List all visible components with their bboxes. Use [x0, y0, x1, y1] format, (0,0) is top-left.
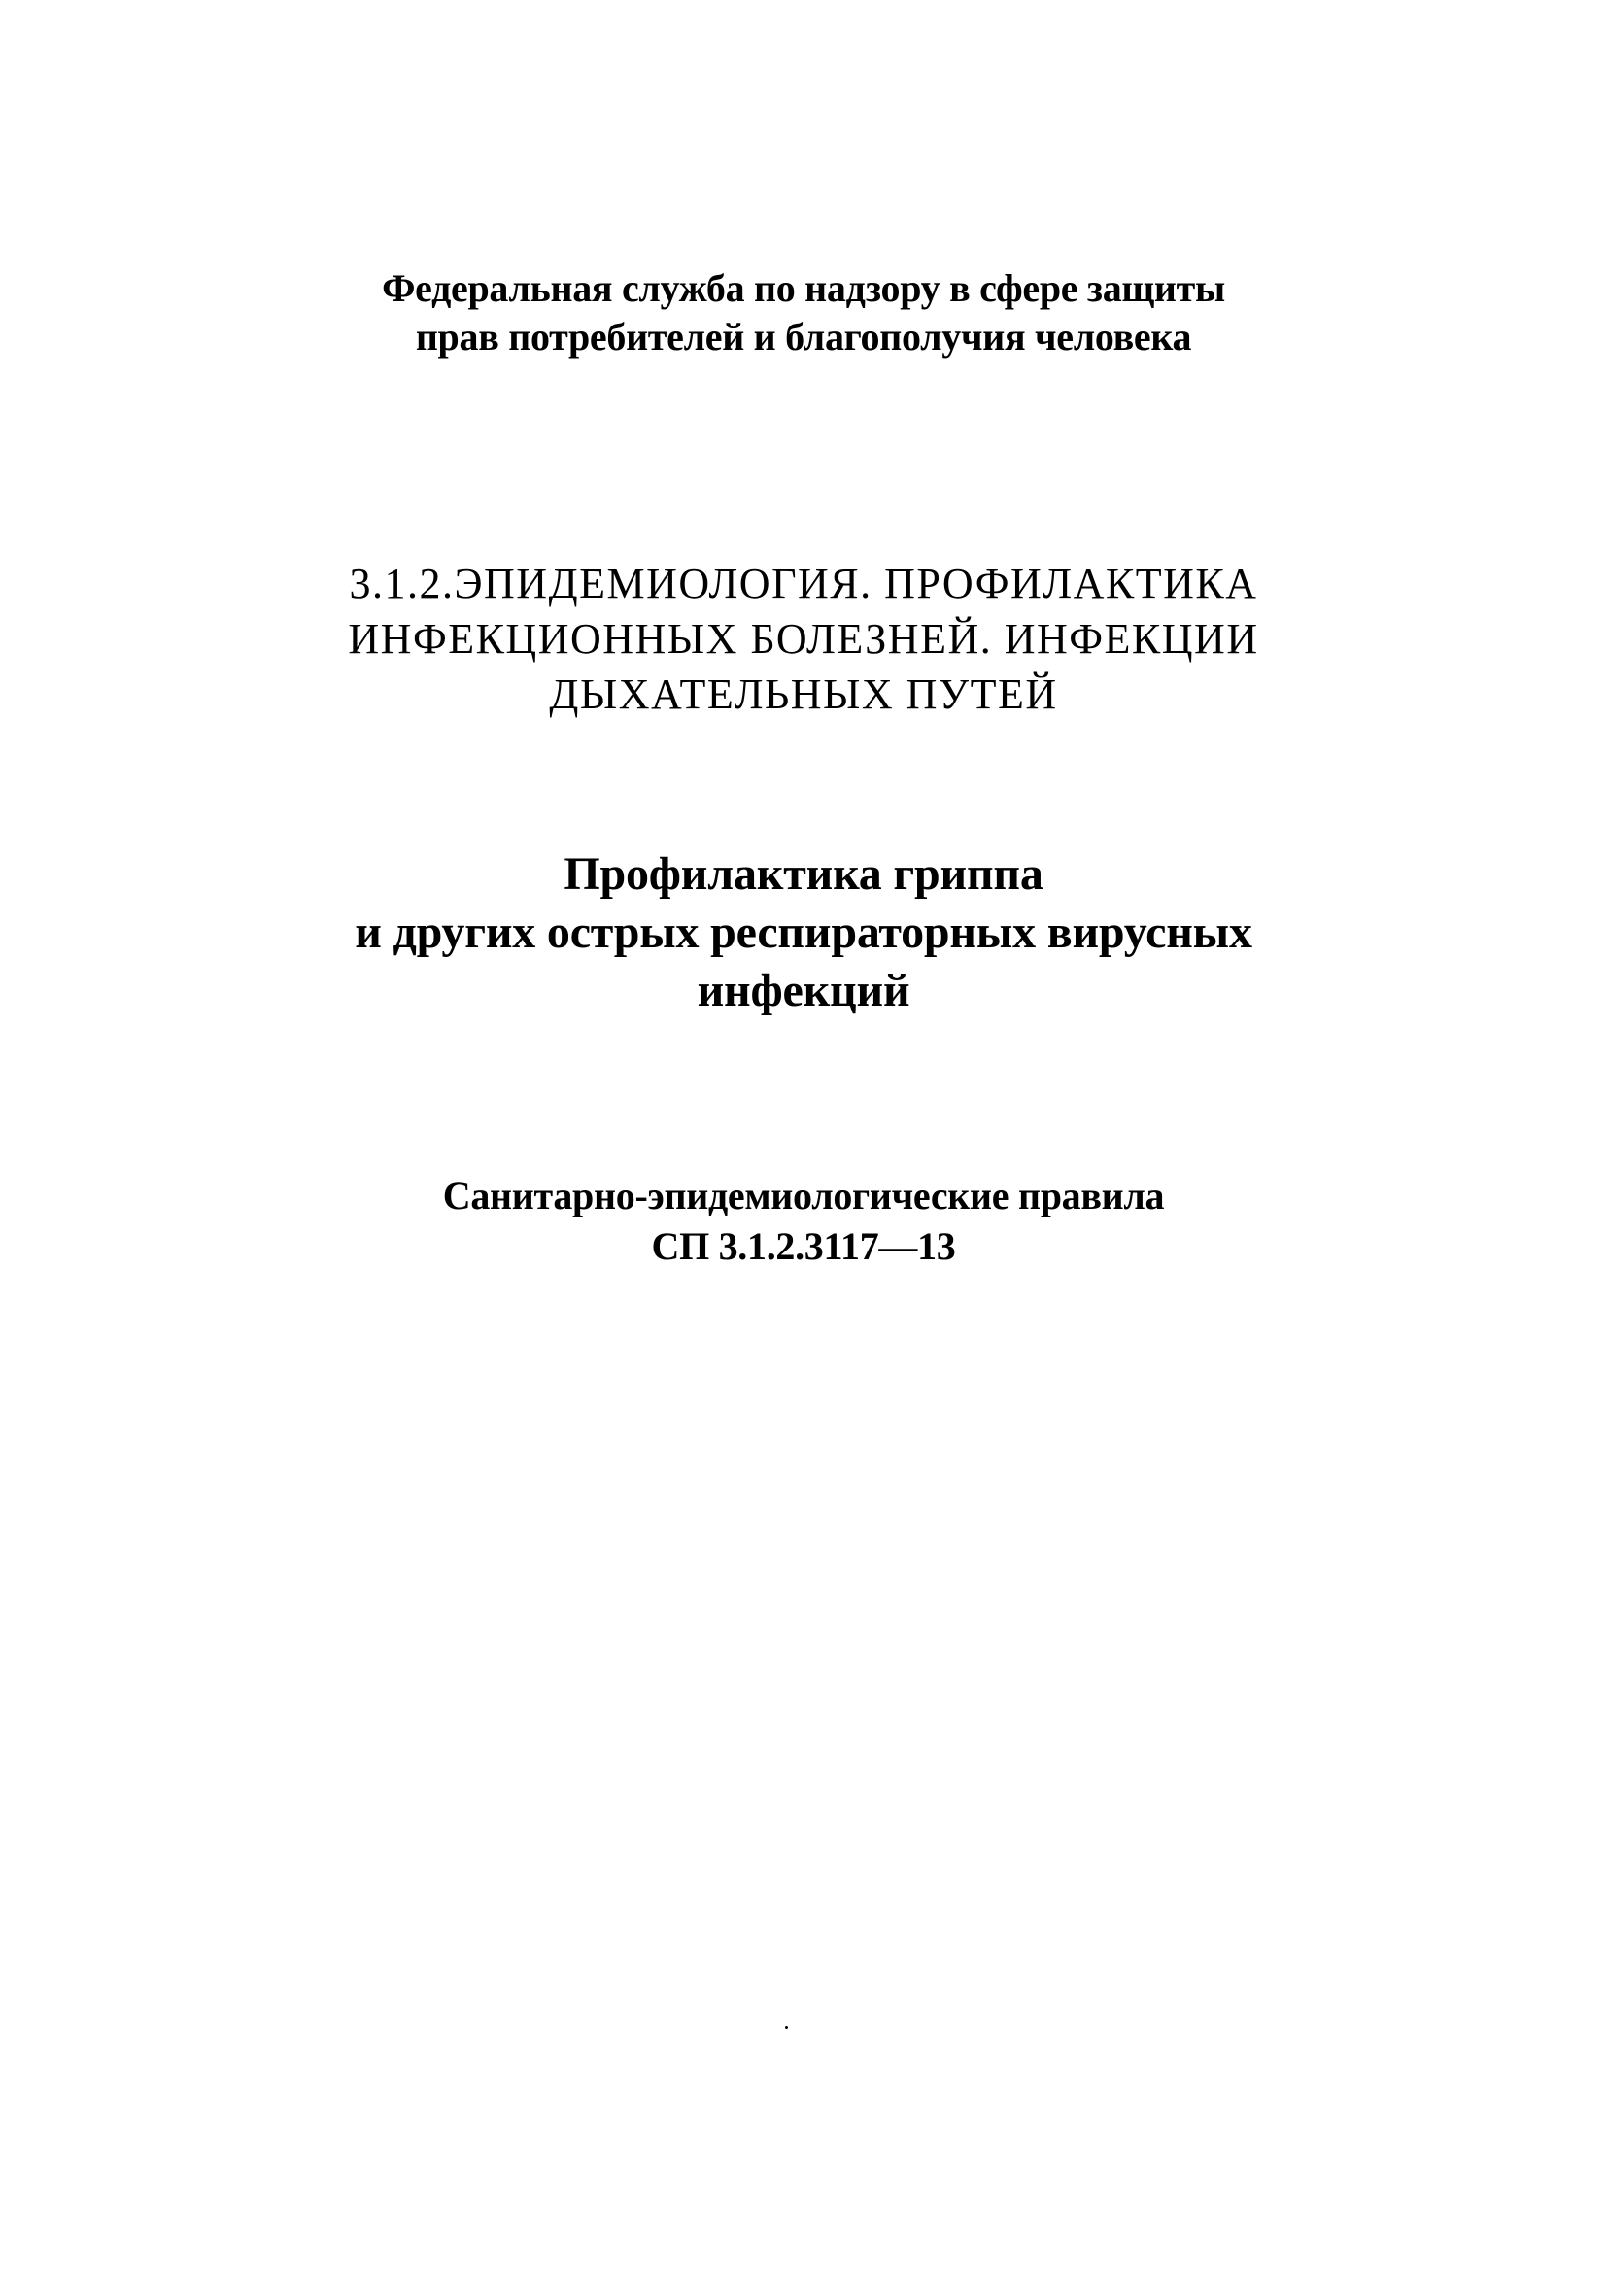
section-line-2: ИНФЕКЦИОННЫХ БОЛЕЗНЕЙ. ИНФЕКЦИИ: [348, 615, 1259, 663]
section-heading: [0, 556, 1607, 722]
section-line-3: ДЫХАТЕЛЬНЫХ ПУТЕЙ: [549, 670, 1058, 718]
agency-line-1: Федеральная служба по надзору в сфере защиты: [382, 266, 1225, 310]
document-title: [0, 845, 1607, 1020]
section-line-1: 3.1.2.ЭПИДЕМИОЛОГИЯ. ПРОФИЛАКТИКА: [349, 560, 1258, 607]
scan-speck: [785, 2026, 788, 2029]
agency-line-2: прав потребителей и благополучия человека: [415, 315, 1192, 359]
agency-header: [0, 264, 1607, 361]
rules-designation: [0, 1171, 1607, 1272]
title-line-3: инфекций: [697, 965, 910, 1016]
title-line-1: Профилактика гриппа: [564, 848, 1043, 900]
rules-type: Санитарно-эпидемиологические правила: [442, 1174, 1165, 1217]
title-line-2: и других острых респираторных вирусных: [355, 907, 1252, 958]
rules-code: СП 3.1.2.3117—13: [651, 1224, 956, 1268]
